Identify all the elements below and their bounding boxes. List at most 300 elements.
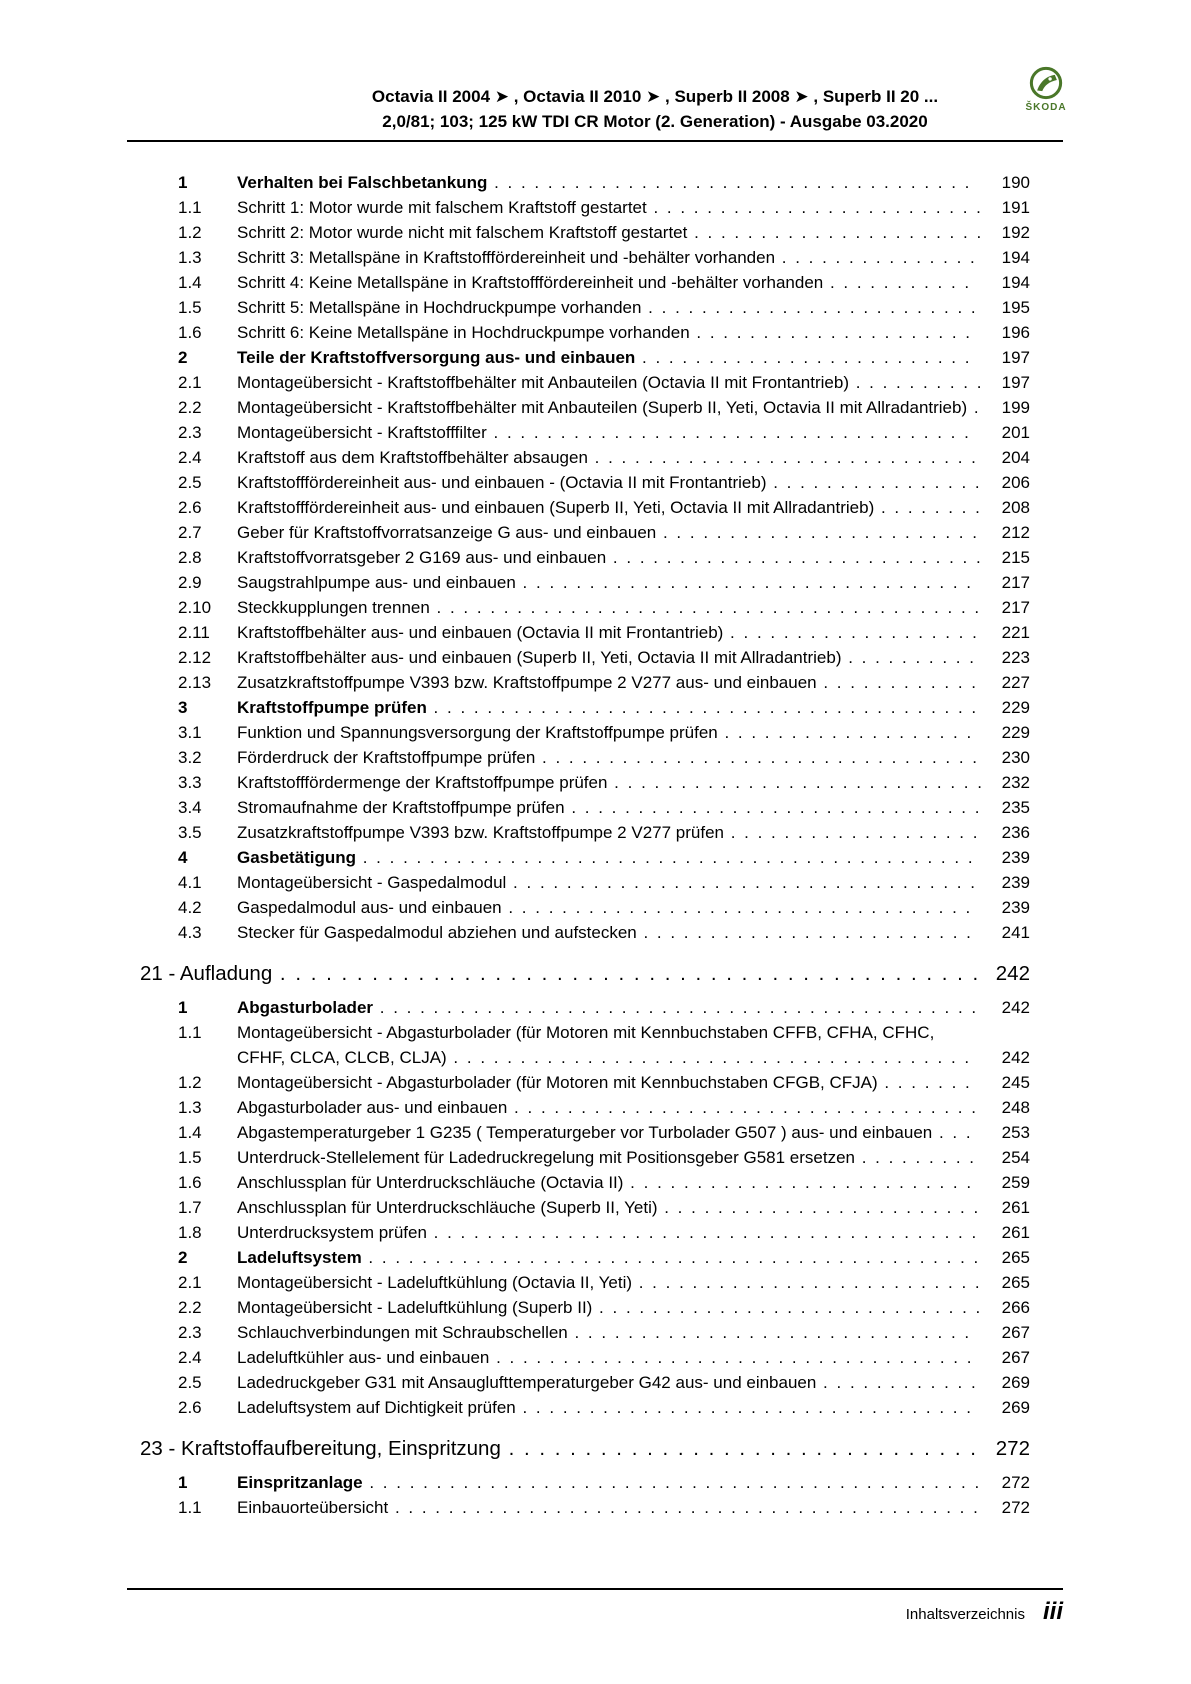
toc-entry-title: Abgasturbolader aus- und einbauen — [237, 1098, 508, 1117]
toc-dot-leader: . . . . . . . . — [874, 498, 982, 517]
toc-dot-leader: . . . . . . . . . . . . . . . . . . . . . . . . . . . . . . — [567, 1323, 972, 1342]
toc-entry-page: 217 — [1001, 598, 1030, 617]
toc-entry-title: Zusatzkraftstoffpumpe V393 bzw. Kraftstoffpumpe 2 V277 aus- und einbauen — [237, 673, 817, 692]
toc-entry-title-block — [237, 1245, 984, 1270]
toc-item-row — [127, 1270, 1063, 1295]
toc-item-row — [127, 795, 1063, 820]
toc-entry-number: 3.2 — [178, 748, 202, 767]
toc-dot-leader: . . . . . . . . . . . . . . . — [775, 248, 977, 267]
toc-item-row — [127, 1370, 1063, 1395]
toc-item-row — [127, 545, 1063, 570]
toc-entry-number: 2.13 — [178, 673, 212, 692]
toc-entry-page: 267 — [1001, 1348, 1030, 1367]
toc-entry-page: 215 — [1001, 548, 1030, 567]
toc-entry-page: 190 — [1001, 173, 1030, 192]
page-header — [127, 0, 1067, 142]
toc-entry-title: 21 - Aufladung — [140, 962, 273, 985]
toc-entry-number: 3.5 — [178, 823, 202, 842]
toc-entry-title-block — [237, 1295, 984, 1320]
toc-entry-number: 1.2 — [178, 223, 202, 242]
toc-entry-page: 235 — [1001, 798, 1030, 817]
toc-entry-page: 242 — [1001, 998, 1030, 1017]
toc-entry-title-block — [237, 1270, 984, 1295]
toc-entry-number: 3 — [178, 698, 188, 717]
toc-entry-title: Einbauorteübersicht — [237, 1498, 389, 1517]
toc-entry-number: 2.2 — [178, 1298, 202, 1317]
toc-dot-leader: . . . . . . . — [877, 1073, 972, 1092]
toc-item-row — [127, 1320, 1063, 1345]
toc-entry-page: 241 — [1001, 923, 1030, 942]
toc-entry-page: 245 — [1001, 1073, 1030, 1092]
toc-entry-page: 194 — [1001, 248, 1030, 267]
toc-dot-leader: . . . . . . . . . . . . . . . . . . . . . . . . . . . . . . . . . . . — [506, 873, 977, 892]
toc-item-row — [127, 720, 1063, 745]
toc-entry-title-block — [237, 595, 984, 620]
toc-entry-number: 1.6 — [178, 1173, 202, 1192]
toc-entry-page: 201 — [1001, 423, 1030, 442]
toc-item-row — [127, 645, 1063, 670]
toc-entry-page: 248 — [1001, 1098, 1030, 1117]
toc-entry-page: 197 — [1001, 348, 1030, 367]
toc-entry-number: 2 — [178, 1248, 188, 1267]
toc-entry-title: Schritt 6: Keine Metallspäne in Hochdruckpumpe vorhanden — [237, 323, 690, 342]
toc-entry-number: 4.3 — [178, 923, 202, 942]
toc-dot-leader: . . . . . . . . . . . . . . . . . . . . . — [689, 323, 973, 342]
toc-entry-title: Abgastemperaturgeber 1 G235 ( Temperaturgeber vor Turbolader G507 ) aus- und einbauen — [237, 1123, 933, 1142]
toc-entry-title-block — [237, 845, 984, 870]
toc-item-row — [127, 670, 1063, 695]
toc-entry-page: 206 — [1001, 473, 1030, 492]
toc-dot-leader: . . . . . . . . . . . . . . . . . . . . . . . . . . . . . — [592, 1298, 983, 1317]
toc-entry-number: 2.8 — [178, 548, 202, 567]
toc-entry-title-block — [140, 959, 984, 989]
toc-entry-title: Ladeluftsystem auf Dichtigkeit prüfen — [237, 1398, 516, 1417]
toc-entry-title-block — [237, 620, 984, 645]
toc-dot-leader: . . . . . . . . . . . . . . . . . . . . . . . . . . . . . . . . . . . . . . . . . . . . . . — [272, 962, 981, 985]
toc-chapter-row — [127, 1434, 1063, 1464]
toc-entry-page: 221 — [1001, 623, 1030, 642]
toc-dot-leader: . . . . . . . . . . . . . . . . . . . — [723, 623, 979, 642]
toc-dot-leader: . . . . . . . . . . . . . . . . . . . . . . . . . . . . . . . . . . . . — [486, 423, 971, 442]
toc-entry-title-block — [237, 820, 984, 845]
toc-entry-title-block — [237, 370, 984, 395]
header-text-block — [127, 84, 1063, 134]
toc-entry-title: Montageübersicht - Abgasturbolader (für Motoren mit Kennbuchstaben CFGB, CFJA) — [237, 1073, 878, 1092]
toc-entry-title: Geber für Kraftstoffvorratsanzeige G aus- und einbauen — [237, 523, 657, 542]
toc-entry-title-block — [140, 1434, 984, 1464]
toc-entry-title-block — [237, 395, 984, 420]
toc-dot-leader: . . . . . . . . . . . . . . . . . . . . . . . . . . — [623, 1173, 974, 1192]
toc-entry-page: 204 — [1001, 448, 1030, 467]
toc-item-row — [127, 1495, 1063, 1520]
toc-entry-number: 4.1 — [178, 873, 202, 892]
toc-entry-title: Teile der Kraftstoffversorgung aus- und einbauen — [237, 348, 636, 367]
toc-item-row — [127, 920, 1063, 945]
toc-entry-title: Kraftstofffördereinheit aus- und einbauen (Superb II, Yeti, Octavia II mit Allradantrieb) — [237, 498, 875, 517]
toc-entry-title: Kraftstoff aus dem Kraftstoffbehälter absaugen — [237, 448, 588, 467]
toc-dot-leader: . . . . . . . . . . . . . . . . . . . . . . . . . . . . . . . . . . . . — [487, 173, 972, 192]
toc-entry-page: 265 — [1001, 1273, 1030, 1292]
toc-entry-title: Montageübersicht - Abgasturbolader (für Motoren mit Kennbuchstaben CFFB, CFHA, CFHC, CFHF, CLCA, CLCB, CLJA) — [237, 1023, 935, 1067]
toc-entry-title-block — [237, 170, 984, 195]
toc-entry-title: Anschlussplan für Unterdruckschläuche (Octavia II) — [237, 1173, 624, 1192]
toc-entry-number: 1 — [178, 173, 188, 192]
toc-dot-leader: . . . . . . . . . . . . . . . . . . . . . . . . . . . . . . . . . . . . . . . . . — [429, 598, 982, 617]
toc-entry-title: Kraftstofffördereinheit aus- und einbauen - (Octavia II mit Frontantrieb) — [237, 473, 767, 492]
toc-entry-title-block — [237, 245, 984, 270]
toc-entry-number: 2.12 — [178, 648, 212, 667]
toc-chapter-row — [127, 959, 1063, 989]
toc-entry-title: Stecker für Gaspedalmodul abziehen und aufstecken — [237, 923, 637, 942]
toc-entry-page: 208 — [1001, 498, 1030, 517]
toc-item-row — [127, 470, 1063, 495]
toc-section-row — [127, 1245, 1063, 1270]
toc-entry-title: Förderdruck der Kraftstoffpumpe prüfen — [237, 748, 536, 767]
toc-entry-title-block — [237, 220, 984, 245]
toc-entry-title-block — [237, 795, 984, 820]
toc-entry-page: 242 — [1001, 1048, 1030, 1067]
toc-entry-title-block — [237, 345, 984, 370]
toc-entry-title: Schritt 2: Motor wurde nicht mit falschem Kraftstoff gestartet — [237, 223, 688, 242]
toc-entry-title-block — [237, 470, 984, 495]
toc-item-row — [127, 1145, 1063, 1170]
toc-entry-page: 253 — [1001, 1123, 1030, 1142]
toc-item-row — [127, 245, 1063, 270]
toc-entry-number: 2.6 — [178, 1398, 202, 1417]
toc-entry-number: 1 — [178, 998, 188, 1017]
toc-item-row — [127, 1395, 1063, 1420]
toc-entry-number: 1.3 — [178, 1098, 202, 1117]
toc-entry-title-block — [237, 745, 984, 770]
footer-row — [127, 1598, 1063, 1626]
toc-dot-leader: . . . . . . . . . . . . . . . . . . . . . . . . . . . . . . . . . . . . . . . . . . . . — [388, 1498, 980, 1517]
toc-entry-page: 265 — [1001, 1248, 1030, 1267]
toc-item-row — [127, 270, 1063, 295]
toc-entry-title-block — [237, 1170, 984, 1195]
toc-entry-title: Schritt 1: Motor wurde mit falschem Kraftstoff gestartet — [237, 198, 647, 217]
toc-entry-title: Verhalten bei Falschbetankung — [237, 173, 488, 192]
toc-item-row — [127, 1020, 1063, 1070]
toc-entry-title: Ladedruckgeber G31 mit Ansauglufttemperaturgeber G42 aus- und einbauen — [237, 1373, 817, 1392]
toc-entry-title: Gasbetätigung — [237, 848, 357, 867]
skoda-logo-wordmark: ŠKODA — [1025, 102, 1067, 113]
toc-entry-title: Montageübersicht - Kraftstofffilter — [237, 423, 487, 442]
toc-entry-title: Unterdruck-Stellelement für Ladedruckregelung mit Positionsgeber G581 ersetzen — [237, 1148, 855, 1167]
toc-dot-leader: . . . . . . . . . . . . . . . . . . . . . . . . . — [636, 923, 973, 942]
toc-entry-title-block — [237, 520, 984, 545]
toc-entry-title-block — [237, 420, 984, 445]
toc-item-row — [127, 1295, 1063, 1320]
toc-entry-page: 239 — [1001, 898, 1030, 917]
toc-entry-page: 194 — [1001, 273, 1030, 292]
toc-entry-title: Montageübersicht - Gaspedalmodul — [237, 873, 507, 892]
toc-entry-title-block — [237, 545, 984, 570]
toc-entry-title: Abgasturbolader — [237, 998, 374, 1017]
toc-dot-leader: . . . . . . . . . . . . . . . . . . . . . . . . . . . . . . . . . . . . — [489, 1348, 974, 1367]
toc-dot-leader: . . . . . . . . . . . . . . . . . . . . . . . . . . . . — [607, 773, 984, 792]
toc-entry-title: Anschlussplan für Unterdruckschläuche (Superb II, Yeti) — [237, 1198, 658, 1217]
toc-dot-leader: . . . . . . . . . . . . . . . . . . . . . . . . . . . . . — [587, 448, 978, 467]
toc-entry-page: 212 — [1001, 523, 1030, 542]
toc-entry-title: 23 - Kraftstoffaufbereitung, Einspritzung — [140, 1437, 501, 1460]
toc-entry-title-block — [237, 1020, 984, 1070]
toc-entry-title-block — [237, 1145, 984, 1170]
toc-entry-number: 2.7 — [178, 523, 202, 542]
toc-entry-title: Kraftstoffvorratsgeber 2 G169 aus- und einbauen — [237, 548, 607, 567]
toc-entry-page: 230 — [1001, 748, 1030, 767]
toc-entry-number: 1.7 — [178, 1198, 202, 1217]
toc-entry-page: 229 — [1001, 723, 1030, 742]
toc-entry-title-block — [237, 270, 984, 295]
toc-entry-page: 223 — [1001, 648, 1030, 667]
toc-entry-title-block — [237, 495, 984, 520]
toc-entry-title: Ladeluftkühler aus- und einbauen — [237, 1348, 490, 1367]
toc-entry-title-block — [237, 670, 984, 695]
toc-dot-leader: . . . . . . . . . . . . — [816, 673, 978, 692]
toc-dot-leader: . . . . . . . . . . . . . . . . . . . . . . . . . . — [632, 1273, 982, 1292]
toc-entry-page: 239 — [1001, 848, 1030, 867]
toc-entry-title-block — [237, 995, 984, 1020]
toc-entry-title: Schritt 5: Metallspäne in Hochdruckpumpe vorhanden — [237, 298, 642, 317]
toc-section-row — [127, 170, 1063, 195]
toc-entry-title-block — [237, 1320, 984, 1345]
toc-section-row — [127, 695, 1063, 720]
toc-item-row — [127, 220, 1063, 245]
toc-entry-title: Stromaufnahme der Kraftstoffpumpe prüfen — [237, 798, 565, 817]
toc-item-row — [127, 770, 1063, 795]
toc-dot-leader: . . . . . . . . . . — [841, 648, 976, 667]
toc-entry-number: 2.5 — [178, 1373, 202, 1392]
toc-entry-page: 267 — [1001, 1323, 1030, 1342]
toc-entry-title: Schlauchverbindungen mit Schraubschellen — [237, 1323, 568, 1342]
toc-dot-leader: . . . . . . . . . . . . . . . . . . . . . . . . . . . . . . . — [564, 798, 982, 817]
toc-entry-number: 2 — [178, 348, 188, 367]
toc-entry-title-block — [237, 445, 984, 470]
toc-item-row — [127, 445, 1063, 470]
toc-dot-leader: . . . . . . . . . . . . . . . . . . . . . . . . . . . . . . . — [500, 1437, 978, 1460]
toc-entry-number: 2.10 — [178, 598, 212, 617]
toc-item-row — [127, 745, 1063, 770]
toc-entry-number: 2.6 — [178, 498, 202, 517]
toc-entry-number: 2.1 — [178, 1273, 202, 1292]
toc-entry-title-block — [237, 1495, 984, 1520]
toc-section-row — [127, 1470, 1063, 1495]
toc-dot-leader: . . . . . . . . . . . . . . . . . . . . . . . . . — [641, 298, 978, 317]
toc-item-row — [127, 1220, 1063, 1245]
skoda-logo — [1023, 66, 1069, 113]
toc-entry-title-block — [237, 1345, 984, 1370]
toc-dot-leader: . . . . . . . . . . . . . . . . . . . . . . . . . . . . — [606, 548, 983, 567]
toc-entry-title-block — [237, 895, 984, 920]
toc-entry-number: 1.1 — [178, 198, 202, 217]
toc-entry-number: 4.2 — [178, 898, 202, 917]
toc-dot-leader: . . . . . . . . . . . . . . . . . . . . . . . . . — [635, 348, 972, 367]
toc-entry-number: 3.1 — [178, 723, 202, 742]
footer-section-label: Inhaltsverzeichnis — [905, 1606, 1025, 1623]
toc-entry-page: 272 — [1001, 1498, 1030, 1517]
toc-entry-title-block — [237, 770, 984, 795]
toc-dot-leader: . . . . . . . . . . . . . . . . . . . . . . . . . . . . . . . . . . . . . . . . . . . . . . — [362, 1473, 982, 1492]
toc-item-row — [127, 1345, 1063, 1370]
page-footer — [127, 1588, 1063, 1626]
toc-dot-leader: . . . . . . . . . . . . . . . . . . . . . . . . . . . . . . . . . . — [515, 573, 974, 592]
toc-entry-number: 2.4 — [178, 1348, 202, 1367]
toc-entry-number: 2.5 — [178, 473, 202, 492]
toc-dot-leader: . . . — [932, 1123, 973, 1142]
toc-entry-page: 242 — [995, 962, 1030, 985]
toc-entry-number: 1.5 — [178, 298, 202, 317]
toc-dot-leader: . . . . . . . . . . . . . . . . . . . . . . . . . . . . . . . . . . . . . . . . . — [426, 1223, 979, 1242]
toc-entry-title-block — [237, 1220, 984, 1245]
toc-item-row — [127, 895, 1063, 920]
toc-entry-number: 1.6 — [178, 323, 202, 342]
toc-entry-page: 199 — [1001, 398, 1030, 417]
toc-entry-title: Kraftstofffördermenge der Kraftstoffpumpe prüfen — [237, 773, 608, 792]
toc-dot-leader: . — [967, 398, 981, 417]
toc-entry-number: 4 — [178, 848, 188, 867]
toc-entry-number: 1.1 — [178, 1023, 202, 1042]
toc-entry-page: 229 — [1001, 698, 1030, 717]
toc-entry-page: 232 — [1001, 773, 1030, 792]
toc-entry-page: 269 — [1001, 1373, 1030, 1392]
toc-item-row — [127, 370, 1063, 395]
toc-entry-title: Montageübersicht - Ladeluftkühlung (Superb II) — [237, 1298, 593, 1317]
toc-entry-title: Montageübersicht - Ladeluftkühlung (Octavia II, Yeti) — [237, 1273, 633, 1292]
toc-dot-leader: . . . . . . . . . . . . . . . . . . . . . . . . . . . . . . . . . . . . . . . . . . . . . — [373, 998, 979, 1017]
toc-entry-page: 217 — [1001, 573, 1030, 592]
toc-entry-title: Kraftstoffbehälter aus- und einbauen (Octavia II mit Frontantrieb) — [237, 623, 724, 642]
toc-dot-leader: . . . . . . . . . . . . — [816, 1373, 978, 1392]
toc-dot-leader: . . . . . . . . . . . . . . . . — [766, 473, 982, 492]
toc-entry-title: Ladeluftsystem — [237, 1248, 362, 1267]
toc-dot-leader: . . . . . . . . . . . . . . . . . . . . . . . . . . . . . . . . . . — [515, 1398, 973, 1417]
toc-entry-title-block — [237, 645, 984, 670]
toc-entry-title-block — [237, 870, 984, 895]
toc-entry-page: 195 — [1001, 298, 1030, 317]
toc-item-row — [127, 595, 1063, 620]
header-model-line: Octavia II 2004 ➤ , Octavia II 2010 ➤ , Superb II 2008 ➤ , Superb II 20 ... — [371, 87, 939, 106]
toc-entry-title: Montageübersicht - Kraftstoffbehälter mit Anbauteilen (Octavia II mit Frontantrieb) — [237, 373, 849, 392]
header-engine-line: 2,0/81; 103; 125 kW TDI CR Motor (2. Generation) - Ausgabe 03.2020 — [382, 112, 928, 131]
toc-entry-title: Kraftstoffbehälter aus- und einbauen (Superb II, Yeti, Octavia II mit Allradantrieb) — [237, 648, 842, 667]
toc-dot-leader: . . . . . . . . . . . . . . . . . . . . . . — [687, 223, 984, 242]
toc-entry-page: 272 — [1001, 1473, 1030, 1492]
toc-item-row — [127, 1120, 1063, 1145]
toc-entry-title: Schritt 4: Keine Metallspäne in Kraftstofffördereinheit und -behälter vorhanden — [237, 273, 824, 292]
toc-entry-number: 1.1 — [178, 1498, 202, 1517]
toc-section-row — [127, 845, 1063, 870]
toc-dot-leader: . . . . . . . . . . . . . . . . . . . . . . . . . — [646, 198, 983, 217]
toc-dot-leader: . . . . . . . . . . . . . . . . . . . . . . . . . . . . . . . . . . . . . . . . . — [426, 698, 979, 717]
toc-item-row — [127, 570, 1063, 595]
toc-entry-title-block — [237, 1370, 984, 1395]
toc-entry-title-block — [237, 695, 984, 720]
toc-item-row — [127, 495, 1063, 520]
toc-entry-page: 192 — [1001, 223, 1030, 242]
toc-entry-number: 3.3 — [178, 773, 202, 792]
toc-entry-page: 259 — [1001, 1173, 1030, 1192]
toc-entry-title-block — [237, 1395, 984, 1420]
toc-section-row — [127, 995, 1063, 1020]
toc-entry-title: Funktion und Spannungsversorgung der Kraftstoffpumpe prüfen — [237, 723, 718, 742]
toc-entry-page: 269 — [1001, 1398, 1030, 1417]
toc-entry-page: 272 — [995, 1437, 1030, 1460]
toc-entry-page: 239 — [1001, 873, 1030, 892]
toc-section-row — [127, 345, 1063, 370]
toc-entry-title: Zusatzkraftstoffpumpe V393 bzw. Kraftstoffpumpe 2 V277 prüfen — [237, 823, 724, 842]
toc-dot-leader: . . . . . . . . . . . . . . . . . . . . . . . . — [657, 1198, 981, 1217]
toc-dot-leader: . . . . . . . . . . . . . . . . . . . . . . . . . . . . . . . . . . . . . . . . . . . . . . — [356, 848, 975, 867]
toc-item-row — [127, 820, 1063, 845]
toc-entry-title-block — [237, 320, 984, 345]
toc-dot-leader: . . . . . . . . . . . . . . . . . . . . . . . . . . . . . . . . . . . . . . . . . . . . . . — [361, 1248, 981, 1267]
toc-entry-title-block — [237, 1120, 984, 1145]
toc-entry-page: 261 — [1001, 1198, 1030, 1217]
toc-item-row — [127, 395, 1063, 420]
toc-item-row — [127, 420, 1063, 445]
toc-entry-title-block — [237, 295, 984, 320]
toc-entry-number: 2.4 — [178, 448, 202, 467]
toc-item-row — [127, 620, 1063, 645]
toc-item-row — [127, 195, 1063, 220]
toc-entry-number: 1 — [178, 1473, 188, 1492]
toc-dot-leader: . . . . . . . . . . . . . . . . . . . . . . . . — [656, 523, 979, 542]
toc-dot-leader: . . . . . . . . . . — [848, 373, 984, 392]
toc-entry-page: 266 — [1001, 1298, 1030, 1317]
toc-entry-title: Schritt 3: Metallspäne in Kraftstofffördereinheit und -behälter vorhanden — [237, 248, 776, 267]
toc-entry-number: 2.11 — [178, 623, 210, 642]
toc-entry-number: 1.2 — [178, 1073, 202, 1092]
toc-entry-title-block — [237, 1070, 984, 1095]
toc-item-row — [127, 1095, 1063, 1120]
toc-entry-number: 2.2 — [178, 398, 202, 417]
toc-entry-title-block — [237, 1470, 984, 1495]
toc-entry-title-block — [237, 720, 984, 745]
toc-dot-leader: . . . . . . . . . . . . . . . . . . . — [724, 823, 980, 842]
toc-entry-title-block — [237, 570, 984, 595]
toc-entry-title: Saugstrahlpumpe aus- und einbauen — [237, 573, 516, 592]
toc-entry-number: 1.4 — [178, 1123, 202, 1142]
toc-dot-leader: . . . . . . . . . . . . . . . . . . . . . . . . . . . . . . . . . . . — [507, 1098, 978, 1117]
toc-entry-title-block — [237, 1095, 984, 1120]
toc-item-row — [127, 295, 1063, 320]
toc-entry-page: 261 — [1001, 1223, 1030, 1242]
toc-dot-leader: . . . . . . . . . — [855, 1148, 977, 1167]
toc-item-row — [127, 1170, 1063, 1195]
skoda-logo-icon — [1029, 66, 1063, 100]
toc-entry-title-block — [237, 1195, 984, 1220]
toc-entry-page: 236 — [1001, 823, 1030, 842]
toc-entry-title-block — [237, 195, 984, 220]
toc-item-row — [127, 320, 1063, 345]
toc-entry-title: Kraftstoffpumpe prüfen — [237, 698, 427, 717]
toc-entry-page: 227 — [1001, 673, 1030, 692]
toc-entry-title: Gaspedalmodul aus- und einbauen — [237, 898, 502, 917]
toc-entry-title: Einspritzanlage — [237, 1473, 363, 1492]
toc-list — [127, 170, 1063, 1520]
toc-item-row — [127, 1195, 1063, 1220]
toc-dot-leader: . . . . . . . . . . . . . . . . . . . . . . . . . . . . . . . . . — [535, 748, 980, 767]
toc-dot-leader: . . . . . . . . . . . . . . . . . . . . . . . . . . . . . . . . . . . . . . . — [446, 1048, 972, 1067]
toc-item-row — [127, 870, 1063, 895]
toc-entry-number: 2.3 — [178, 1323, 202, 1342]
toc-entry-title: Steckkupplungen trennen — [237, 598, 430, 617]
toc-entry-page: 196 — [1001, 323, 1030, 342]
toc-entry-page: 197 — [1001, 373, 1030, 392]
footer-page-number: iii — [1042, 1598, 1063, 1625]
toc-entry-number: 1.5 — [178, 1148, 202, 1167]
toc-entry-number: 3.4 — [178, 798, 202, 817]
